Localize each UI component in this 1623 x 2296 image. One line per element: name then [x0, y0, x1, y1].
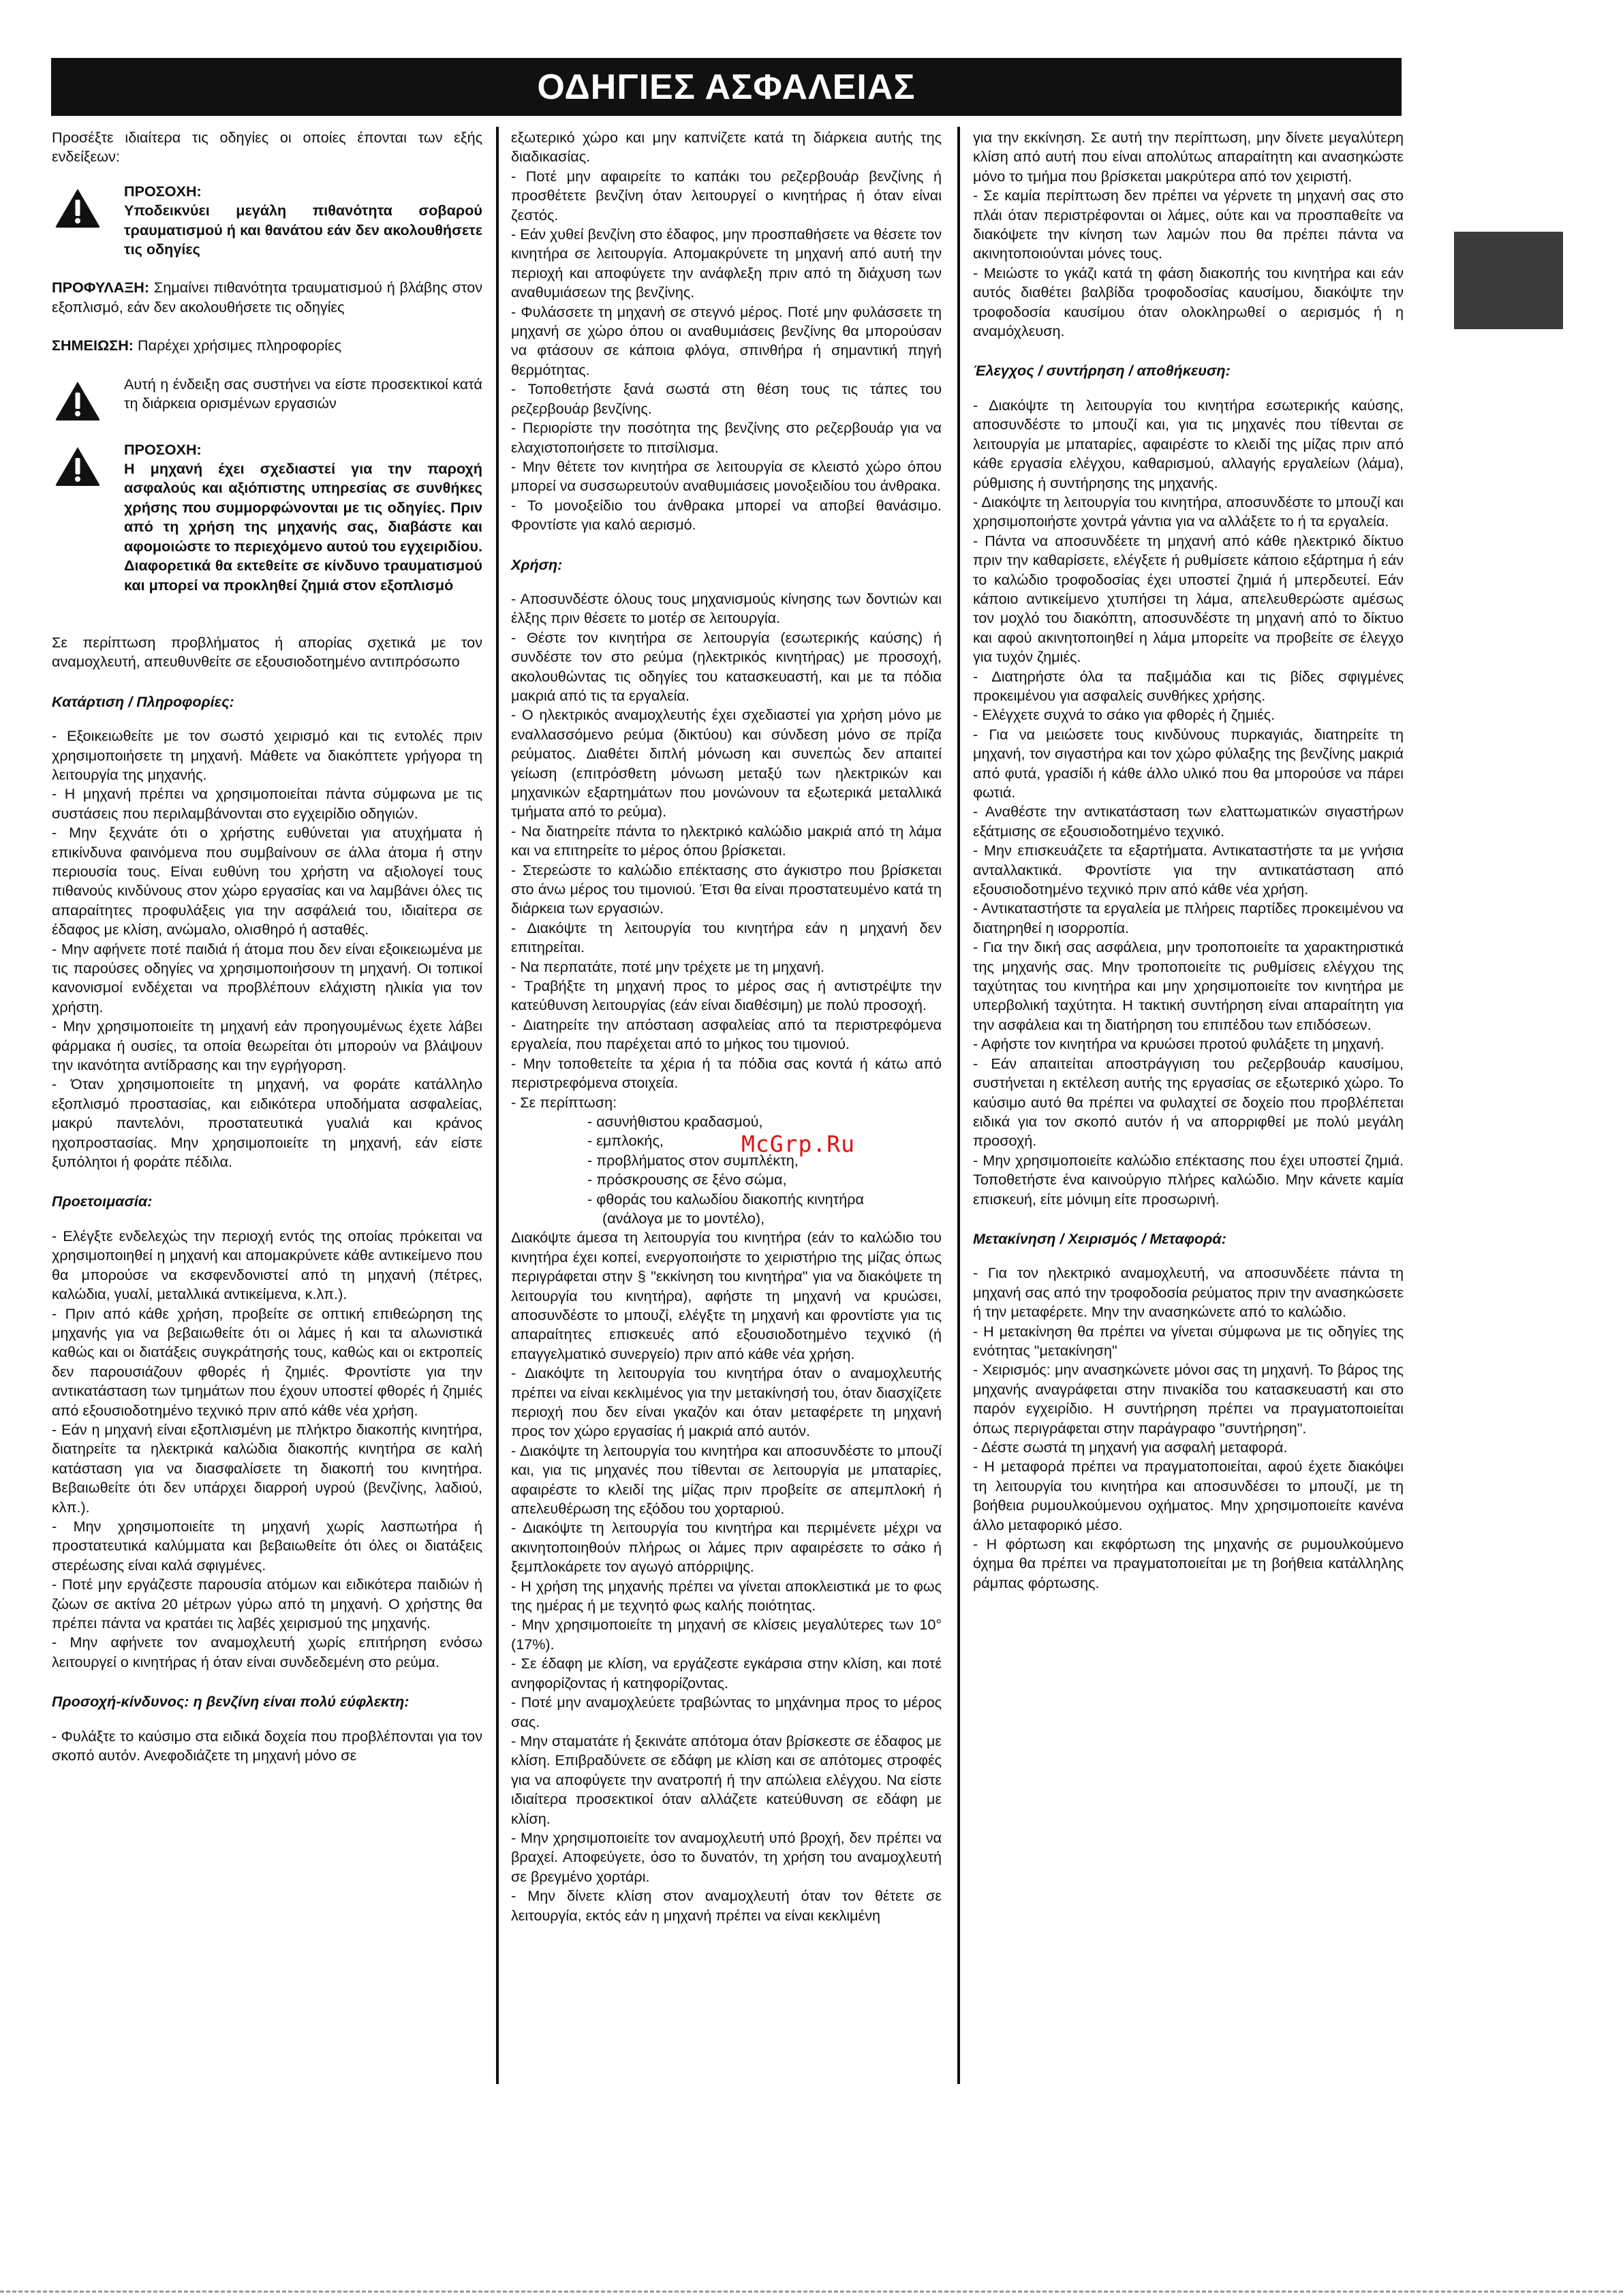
list-item: - Διατηρείτε την απόσταση ασφαλείας από τα περιστρεφόμενα εργαλεία, που παρέχεται από το μήκος του τιμονιού. — [511, 1015, 942, 1053]
list-item: Διακόψτε άμεσα τη λειτουργία του κινητήρα (εάν το καλώδιο του κινητήρα έχει κοπεί, ενεργοποιήστε το χειριστήριο της μίζας όπως περιγράφεται στην § "εκκίνηση του κινητήρα" για να διακόψετε τη λειτουργία του κινητήρα), αφήστε τη μηχανή να κρυώσει, αποσυνδέστε το μπουζί, ελέγξτε τη μηχανή και φροντίστε για τις απαραίτητες επισκευές από εξουσιοδοτημένο τεχνικό (ή επαγγελματικό συνεργείο) πριν από κάθε νέα χρήση. — [511, 1229, 942, 1362]
list-item: - Όταν χρησιμοποιείτε τη μηχανή, να φοράτε κατάλληλο εξοπλισμό προστασίας, και ειδικότερα υποδήματα ασφαλείας, μακρύ παντελόνι, προστατευτικά γυαλιά και κράνος ηχοπροστασίας. Μην χρησιμοποιείτε τη μηχανή, εάν είστε ξυπόλητοι ή φοράτε πέδιλα. — [52, 1075, 482, 1171]
list-item: - Δέστε σωστά τη μηχανή για ασφαλή μεταφορά. — [973, 1439, 1288, 1456]
warning-label: ΠΡΟΣΟΧΗ: — [124, 440, 202, 458]
list-item: - Η μετακίνηση θα πρέπει να γίνεται σύμφωνα με τις οδηγίες της ενότητας "μετακίνηση" — [973, 1322, 1404, 1359]
column-divider — [957, 127, 960, 2084]
scan-edge — [0, 2291, 1623, 2295]
list-item: - Μην χρησιμοποιείτε τη μηχανή εάν προηγουμένως έχετε λάβει φάρμακα ή ουσίες, τα οποία θεωρείται ότι μπορούν να βλάψουν την ικανότητα αντίδρασης και την εγρήγορση. — [52, 1017, 482, 1074]
list-item: - Ο ηλεκτρικός αναμοχλευτής έχει σχεδιαστεί για χρήση μόνο με εναλλασσόμενο ρεύμα (δικτύου) και σύνδεση μόνο σε πρίζα ρεύματος. Διαθέτει διπλή μόνωση και συνεπώς δεν απαιτεί γείωση (επιτρόσθετη μόνωση μεταξύ των ηλεκτρικών και μηχανικών εξαρτημάτων που μονώνουν τα εξωτερικά μεταλλικά τμήματα από το ρεύμα). — [511, 706, 942, 821]
list-item: - Σε έδαφη με κλίση, να εργάζεστε εγκάρσια στην κλίση, και ποτέ ανηφορίζοντας ή κατηφορίζοντας. — [511, 1655, 942, 1692]
list-item: - Τραβήξτε τη μηχανή προς το μέρος σας ή αντιστρέψτε την κατεύθυνση λειτουργίας (εάν είναι διαθέσιμη) με πολύ προσοχή. — [511, 977, 942, 1014]
list-item: - Σε καμία περίπτωση δεν πρέπει να γέρνετε τη μηχανή σας στο πλάι όταν περιστρέφονται οι λάμες, ούτε και να προσπαθείτε να διακόψετε την κίνηση των λαμών που θα πρέπει πάντα να ακινητοποιούνται μόνες τους. — [973, 187, 1404, 262]
list-item: - Μην δίνετε κλίση στον αναμοχλευτή όταν τον θέτετε σε λειτουργία, εκτός εάν η μηχανή πρέπει να είναι κεκλιμένη — [511, 1887, 942, 1924]
list-item: - προβλήματος στον συμπλέκτη, — [587, 1151, 799, 1169]
list-item: - Φυλάξτε το καύσιμο στα ειδικά δοχεία που προβλέπονται για τον σκοπό αυτόν. Ανεφοδιάζετε τη μηχανή μόνο σε — [52, 1727, 482, 1764]
note-text — [52, 336, 482, 355]
page-title: ΟΔΗΓΙΕΣ ΑΣΦΑΛΕΙΑΣ — [537, 67, 916, 107]
list-item: - Διακόψτε τη λειτουργία του κινητήρα εάν η μηχανή δεν επιτηρείται. — [511, 919, 942, 956]
list-item: - Θέστε τον κινητήρα σε λειτουργία (εσωτερικής καύσης) ή συνδέστε τον στο ρεύμα (ηλεκτρικός κινητήρας) με προσοχή, ακολουθώντας τις οδηγίες του κατασκευαστή, και με τα πόδια μακριά από τις τα εργαλεία. — [511, 628, 942, 704]
list-item: - φθοράς του καλωδίου διακοπής κινητήρα — [587, 1190, 864, 1208]
caution-text — [52, 278, 482, 317]
list-item: - Διακόψτε τη λειτουργία του κινητήρα, αποσυνδέστε το μπουζί και χρησιμοποιήστε χοντρά γάντια για να αλλάξετε το ή τα εργαλεία. — [973, 493, 1404, 530]
note-body: Παρέχει χρήσιμες πληροφορίες — [134, 337, 342, 354]
attention-block — [52, 375, 482, 421]
list-item: - Φυλάσσετε τη μηχανή σε στεγνό μέρος. Ποτέ μην φυλάσσετε τη μηχανή σε χώρο όπου οι αναθυμιάσεις βενζίνης θα μπορούσαν να φτάσουν σε κάποια φλόγα, σπινθήρα ή σημαντική πηγή θερμότητας. — [511, 303, 942, 378]
list-item: - Στερεώστε το καλώδιο επέκτασης στο άγκιστρο που βρίσκεται στο άνω μέρος του τιμονιού. Έτσι θα είναι προστατευμένο κατά τη διάρκεια των εργασιών. — [511, 861, 942, 917]
column-3 — [973, 128, 1404, 1593]
fuel-list-continued — [511, 128, 942, 535]
list-item: - Διατηρήστε όλα τα παξιμάδια και τις βίδες σφιγμένες προκειμένου για ασφαλείς συνθήκες χρήσης. — [973, 667, 1404, 704]
transport-list — [973, 1264, 1404, 1593]
list-item: - πρόσκρουσης σε ξένο σώμα, — [587, 1171, 787, 1189]
list-item: - Για να μειώσετε τους κινδύνους πυρκαγιάς, διατηρείτε τη μηχανή, τον σιγαστήρα και τον χώρο φύλαξης της βενζίνης μακριά από φυτά, γρασίδι ή κάθε άλλο υλικό που θα μπορούσε να πάρει φωτιά. — [973, 725, 1404, 801]
list-item: - Για την δική σας ασφάλεια, μην τροποποιείτε τα χαρακτηριστικά της μηχανής σας. Μην τροποποιείτε τις ρυθμίσεις ελέγχου της ταχύτητας του κινητήρα και μην χρησιμοποιείτε τον κινητήρα με υπερβολική ταχύτητα. Η τακτική συντήρηση είναι απαραίτητη για την ασφάλεια και τη διατήρηση του επιπέδου των επιδόσεων. — [973, 938, 1404, 1033]
list-item: - Μην τοποθετείτε τα χέρια ή τα πόδια σας κοντά ή κάτω από περιστρεφόμενα στοιχεία. — [511, 1054, 942, 1092]
list-item: - Μην επισκευάζετε τα εξαρτήματα. Αντικαταστήστε τα με γνήσια ανταλλακτικά. Φροντίστε για την αντικατάσταση από εξουσιοδοτημένο τεχνικό πριν από κάθε νέα χρήση. — [973, 842, 1404, 898]
list-item: - Να περπατάτε, ποτέ μην τρέχετε με τη μηχανή. — [511, 958, 825, 975]
use-list-continued — [511, 1228, 942, 1925]
title-bar — [51, 58, 1402, 116]
section-heading-preparation: Προετοιμασία: — [52, 1193, 153, 1210]
list-item: (ανάλογα με το μοντέλο), — [602, 1209, 765, 1227]
list-item: - Εάν χυθεί βενζίνη στο έδαφος, μην προσπαθήσετε να θέσετε τον κινητήρα σε λειτουργία. Απομακρύνετε τη μηχανή από αυτή την περιοχή και αποφύγετε την ανάφλεξη πριν από τη διάχυση των αναθυμιάσεων της βενζίνης. — [511, 226, 942, 301]
list-item: - Πριν από κάθε χρήση, προβείτε σε οπτική επιθεώρηση της μηχανής για να βεβαιωθείτε ότι οι λάμες ή και τα αλωνιστικά καθώς και οι διατάξεις συγκράτησής τους, καθώς και οι εκτροπείς δεν παρουσιάζουν φθορές ή ζημιές. Φροντίστε για την αντικατάσταση των τμημάτων που έχουν υποστεί φθορές ή ζημιές από εξουσιοδοτημένο τεχνικό πριν από κάθε νέα χρήση. — [52, 1304, 482, 1419]
list-item: - Ποτέ μην αφαιρείτε το καπάκι του ρεζερβουάρ βενζίνης ή προσθέτετε βενζίνη όταν λειτουργεί ο κινητήρας ή όταν είναι ζεστός. — [511, 167, 942, 224]
list-item: - Μην ξεχνάτε ότι ο χρήστης ευθύνεται για ατυχήματα ή επικίνδυνα φαινόμενα που συμβαίνουν σε άλλα άτομα ή στην περιουσία τους. Είναι ευθύνη του χρήστη να αξιολογεί τους πιθανούς κινδύνους στον χώρο εργασίας και να λαμβάνει όλες τις απαραίτητες προφυλάξεις για την ασφάλειά του, ιδιαίτερα σε έδαφος με κλίση, ανώμαλο, ολισθηρό ή ασταθές. — [52, 824, 482, 938]
list-item: - Μην αφήνετε ποτέ παιδιά ή άτομα που δεν είναι εξοικειωμένα με τις παρούσες οδηγίες να χρησιμοποιήσουν τη μηχανή. Οι τοπικοί κανονισμοί ενδέχεται να προβλέπουν ελάχιστη ηλικία για τον χρήστη. — [52, 940, 482, 1015]
list-item: - εμπλοκής, — [587, 1132, 664, 1150]
warning-text — [124, 440, 482, 595]
list-item: - Περιορίστε την ποσότητα της βενζίνης στο ρεζερβουάρ για να ελαχιστοποιήσετε το πιτσίλισμα. — [511, 419, 942, 456]
section-heading-use: Χρήση: — [511, 555, 563, 573]
list-item: - Μην χρησιμοποιείτε τη μηχανή σε κλίσεις μεγαλύτερες των 10° (17%). — [511, 1616, 942, 1653]
watermark: McGrp.Ru — [741, 1131, 855, 1157]
warning-block — [52, 440, 482, 595]
training-list — [52, 726, 482, 1172]
list-item: - Μειώστε το γκάζι κατά τη φάση διακοπής του κινητήρα και εάν αυτός διαθέτει βαλβίδα τροφοδοσίας καυσίμου, διακόψτε την τροφοδοσία καυσίμου όταν ολοκληρωθεί ο αερισμός ή η αναμόχλευση. — [973, 264, 1404, 340]
maintenance-list — [973, 396, 1404, 1209]
list-item: - ασυνήθιστου κραδασμού, — [587, 1112, 763, 1130]
caution-label: ΠΡΟΦΥΛΑΞΗ: — [52, 279, 150, 296]
use-list — [511, 590, 942, 1112]
list-item: - Αποσυνδέστε όλους τους μηχανισμούς κίνησης των δοντιών και έλξης πριν θέσετε το μοτέρ σε λειτουργία. — [511, 590, 942, 627]
list-item: - Ελέγχετε συχνά το σάκο για φθορές ή ζημιές. — [973, 706, 1276, 724]
list-item: - Εξοικειωθείτε με τον σωστό χειρισμό και τις εντολές πριν χρησιμοποιήσετε τη μηχανή. Μάθετε να διακόπτετε γρήγορα τη λειτουργία της μηχανής. — [52, 727, 482, 783]
list-item: - Πάντα να αποσυνδέετε τη μηχανή από κάθε ηλεκτρικό δίκτυο πριν την καθαρίσετε, ελέγξετε ή ρυθμίσετε κάποιο εξάρτημα ή εάν το καλώδιο τροφοδοσίας έχει υποστεί ζημιά ή μπερδευτεί. Εάν κάποιο αντικείμενο χτυπήσει τη λάμα, απελευθερώστε αμέσως τον μοχλό του διακόπτη, αποσυνδέστε τη μηχανή από το δίκτυο και αφού ακινητοποιηθεί η λάμα μπορείτε να προβείτε σε έλεγχο για τυχόν ζημιές. — [973, 532, 1404, 666]
use-list-end — [973, 128, 1404, 341]
warning-triangle-icon — [55, 446, 101, 487]
list-item: - Εάν απαιτείται αποστράγγιση του ρεζερβουάρ καυσίμου, συστήνεται η εκτέλεση αυτής της εργασίας σε εξωτερικό χώρο. Το καύσιμο αυτό θα πρέπει να φυλαχτεί σε δοχείο που προβλέπεται ειδικά για τον σκοπό αυτόν ή να απορριφθεί με πολύ μεγάλη προσοχή. — [973, 1054, 1404, 1150]
column-2 — [511, 128, 942, 1925]
list-item: - Σε περίπτωση: — [511, 1093, 617, 1111]
list-item: - Μην θέτετε τον κινητήρα σε λειτουργία σε κλειστό χώρο όπου μπορεί να συσσωρευτούν αναθυμιάσεις μονοξειδίου του άνθρακα. — [511, 457, 942, 495]
list-item: για την εκκίνηση. Σε αυτή την περίπτωση, μην δίνετε μεγαλύτερη κλίση από αυτή που είναι απολύτως απαραίτητη και ανασηκώστε μόνο το τμήμα που βρίσκεται μακρύτερα από τον χειριστή. — [973, 129, 1404, 185]
warning-body: Υποδεικνύει μεγάλη πιθανότητα σοβαρού τραυματισμού ή και θανάτου εάν δεν ακολουθήσετε τις οδηγίες — [124, 202, 482, 258]
cases-list — [511, 1112, 942, 1228]
list-item: - Η χρήση της μηχανής πρέπει να γίνεται αποκλειστικά με το φως της ημέρας ή με τεχνητό φως καλής ποιότητας. — [511, 1577, 942, 1614]
list-item: - Διακόψτε τη λειτουργία του κινητήρα όταν ο αναμοχλευτής πρέπει να είναι κεκλιμένος για την μετακίνησή του, όταν διασχίζετε περιοχή που δεν είναι γκαζόν και όταν μεταφέρετε τη μηχανή προς τον χώρο εργασίας ή μακριά από αυτόν. — [511, 1364, 942, 1440]
list-item: - Μην χρησιμοποιείτε τον αναμοχλευτή υπό βροχή, δεν πρέπει να βραχεί. Αποφεύγετε, όσο το δυνατόν, τη χρήση του αναμοχλευτή σε βρεγμένο χορτάρι. — [511, 1828, 942, 1885]
list-item: - Να διατηρείτε πάντα το ηλεκτρικό καλώδιο μακριά από τη λάμα και να επιτηρείτε το μέρος όπου βρίσκεται. — [511, 822, 942, 859]
note-label: ΣΗΜΕΙΩΣΗ: — [52, 337, 134, 354]
section-heading-transport: Μετακίνηση / Χειρισμός / Μεταφορά: — [973, 1229, 1226, 1247]
list-item: - Το μονοξείδιο του άνθρακα μπορεί να αποβεί θανάσιμο. Φροντίστε για καλό αερισμό. — [511, 496, 942, 534]
list-item: - Η μεταφορά πρέπει να πραγματοποιείται, αφού έχετε διακόψει τη λειτουργία του κινητήρα και αποσυνδέσει το μπουζί, με τη βοήθεια ρυμουλκούμενου οχήματος. Μην χρησιμοποιείτε κανένα άλλο μεταφορικό μέσο. — [973, 1458, 1404, 1533]
list-item: - Εάν η μηχανή είναι εξοπλισμένη με πλήκτρο διακοπής κινητήρα, διατηρείτε τα ηλεκτρικά καλώδια διακοπής κινητήρα σε καλή κατάσταση για να διασφαλίσετε τη διακοπή του κινητήρα. Βεβαιωθείτε ότι δεν υπάρχει διαρροή υγρού (βενζίνης, λαδιού, κλπ.). — [52, 1420, 482, 1516]
list-item: - Μην σταματάτε ή ξεκινάτε απότομα όταν βρίσκεστε σε έδαφος με κλίση. Επιβραδύνετε σε εδάφη με κλίση και σε απότομες στροφές για να αποφύγετε την ανατροπή ή την απώλεια ελέγχου. Να είστε ιδιαίτερα προσεκτικοί όταν αλλάζετε κατεύθυνση σε εδάφη με κλίση. — [511, 1732, 942, 1827]
list-item: - Αντικαταστήστε τα εργαλεία με πλήρεις παρτίδες προκειμένου να διατηρηθεί η ισορροπία. — [973, 900, 1404, 936]
list-item: - Ελέγξτε ενδελεχώς την περιοχή εντός της οποίας πρόκειται να χρησιμοποιηθεί η μηχανή και απομακρύνετε κάθε αντικείμενο που θα μπορούσε να εκσφενδονιστεί από τη μηχανή (πέτρες, καλώδια, γυαλί, μεταλλικά αντικείμενα, κ.λπ.). — [52, 1227, 482, 1303]
section-tab — [1454, 232, 1563, 329]
list-item: - Για τον ηλεκτρικό αναμοχλευτή, να αποσυνδέετε πάντα τη μηχανή σας από την τροφοδοσία ρεύματος πριν την ανασηκώσετε ή την μεταφέρετε. Μην την ανασηκώνετε από το καλώδιο. — [973, 1264, 1404, 1321]
list-item: - Διακόψτε τη λειτουργία του κινητήρα εσωτερικής καύσης, αποσυνδέστε το μπουζί και, για τις μηχανές που τίθενται σε λειτουργία με μπαταρίες, αφαιρέστε το κλειδί της μίζας πριν από κάθε εργασία ελέγχου, καθαρισμού, αλλαγής εργαλείων (λάμα), ρύθμισης ή συντήρησης της μηχανής. — [973, 396, 1404, 491]
caution-body: Σημαίνει πιθανότητα τραυματισμού ή βλάβης στον εξοπλισμό, εάν δεν ακολουθήσετε τις οδηγίες — [52, 279, 482, 316]
warning-body: Η μηχανή έχει σχεδιαστεί για την παροχή ασφαλούς και αξιόπιστης υπηρεσίας σε συνθήκες χρήσης που συμμορφώνονται με τις οδηγίες. Πριν από τη χρήση της μηχανής σας, διαβάστε και αφομοιώστε το περιεχόμενο αυτού του εγχειριδίου. Διαφορετικά θα εκτεθείτε σε κίνδυνο τραυματισμού και μπορεί να προκληθεί ζημιά στον εξοπλισμό — [124, 460, 482, 594]
fuel-list — [52, 1727, 482, 1766]
list-item: - Η μηχανή πρέπει να χρησιμοποιείται πάντα σύμφωνα με τις συστάσεις που περιλαμβάνονται στο εγχειρίδιο οδηγιών. — [52, 785, 482, 822]
warning-text — [124, 182, 482, 260]
warning-triangle-icon — [55, 187, 101, 228]
attention-text: Αυτή η ένδειξη σας συστήνει να είστε προσεκτικοί κατά τη διάρκεια ορισμένων εργασιών — [124, 375, 482, 412]
intro-text: Προσέξτε ιδιαίτερα τις οδηγίες οι οποίες έπονται των εξής ενδείξεων: — [52, 129, 482, 166]
attention-triangle-icon — [55, 380, 101, 421]
list-item: - Η φόρτωση και εκφόρτωση της μηχανής σε ρυμουλκούμενο όχημα θα πρέπει να πραγματοποιείται με τη βοήθεια κατάλληλης ράμπας φόρτωσης. — [973, 1535, 1404, 1591]
list-item: - Ποτέ μην αναμοχλεύετε τραβώντας το μηχάνημα προς το μέρος σας. — [511, 1694, 942, 1730]
list-item: - Μην αφήνετε τον αναμοχλευτή χωρίς επιτήρηση ενόσω λειτουργεί ο κινητήρας ή όταν είναι συνδεδεμένη στο ρεύμα. — [52, 1634, 482, 1670]
list-item: - Αναθέστε την αντικατάσταση των ελαττωματικών σιγαστήρων εξάτμισης σε εξουσιοδοτημένο τεχνικό. — [973, 803, 1404, 840]
column-1 — [52, 128, 482, 1765]
preparation-list — [52, 1227, 482, 1672]
list-item: - Μην χρησιμοποιείτε καλώδιο επέκτασης που έχει υποστεί ζημιά. Τοποθετήστε ένα καινούργιο πλήρες καλώδιο. Μην κάνετε καμία επισκευή, είτε μόνιμη είτε προσωρινή. — [973, 1151, 1404, 1208]
warning-block — [52, 182, 482, 260]
list-item: - Μην χρησιμοποιείτε τη μηχανή χωρίς λασπωτήρα ή προστατευτικά καλύμματα και βεβαιωθείτε ότι όλες οι διατάξεις στερέωσης είναι καλά σφιγμένες. — [52, 1517, 482, 1574]
list-item: εξωτερικό χώρο και μην καπνίζετε κατά τη διάρκεια αυτής της διαδικασίας. — [511, 129, 942, 166]
problem-text: Σε περίπτωση προβλήματος ή απορίας σχετικά με τον αναμοχλευτή, απευθυνθείτε σε εξουσιοδοτημένο αντιπρόσωπο — [52, 633, 482, 671]
list-item: - Τοποθετήστε ξανά σωστά στη θέση τους τις τάπες του ρεζερβουάρ βενζίνης. — [511, 380, 942, 417]
section-heading-maintenance: Έλεγχος / συντήρηση / αποθήκευση: — [973, 362, 1231, 380]
list-item: - Διακόψτε τη λειτουργία του κινητήρα και αποσυνδέστε το μπουζί και, για τις μηχανές που τίθενται σε λειτουργία με μπαταρίες, αφαιρέστε το κλειδί της μίζας πριν προβείτε σε απεμπλοκή ή απελευθέρωση της εξόδου του χορταριού. — [511, 1441, 942, 1518]
warning-label: ΠΡΟΣΟΧΗ: — [124, 182, 202, 200]
section-heading-training: Κατάρτιση / Πληροφορίες: — [52, 692, 234, 710]
list-item: - Χειρισμός: μην ανασηκώνετε μόνοι σας τη μηχανή. Το βάρος της μηχανής αναγράφεται στην πινακίδα του κατασκευαστή και στο παρόν εγχειρίδιο. Η συντήρηση πρέπει να πραγματοποιείται όπως περιγράφεται στην παράγραφο "συντήρηση". — [973, 1361, 1404, 1437]
list-item: - Διακόψτε τη λειτουργία του κινητήρα και περιμένετε μέχρι να ακινητοποιηθούν πλήρως οι λάμες πριν αφαιρέσετε το σάκο ή ξεμπλοκάρετε τον αγωγό απόρριψης. — [511, 1519, 942, 1576]
section-heading-fuel: Προσοχή-κίνδυνος: η βενζίνη είναι πολύ εύφλεκτη: — [52, 1693, 409, 1711]
list-item: - Ποτέ μην εργάζεστε παρουσία ατόμων και ειδικότερα παιδιών ή ζώων σε ακτίνα 20 μέτρων γύρω από τη μηχανή. Ο χρήστης θα πρέπει πάντα να κρατάει τις λαβές χειρισμού της μηχανής. — [52, 1576, 482, 1632]
column-divider — [496, 127, 499, 2084]
list-item: - Αφήστε τον κινητήρα να κρυώσει προτού φυλάξετε τη μηχανή. — [973, 1035, 1385, 1053]
